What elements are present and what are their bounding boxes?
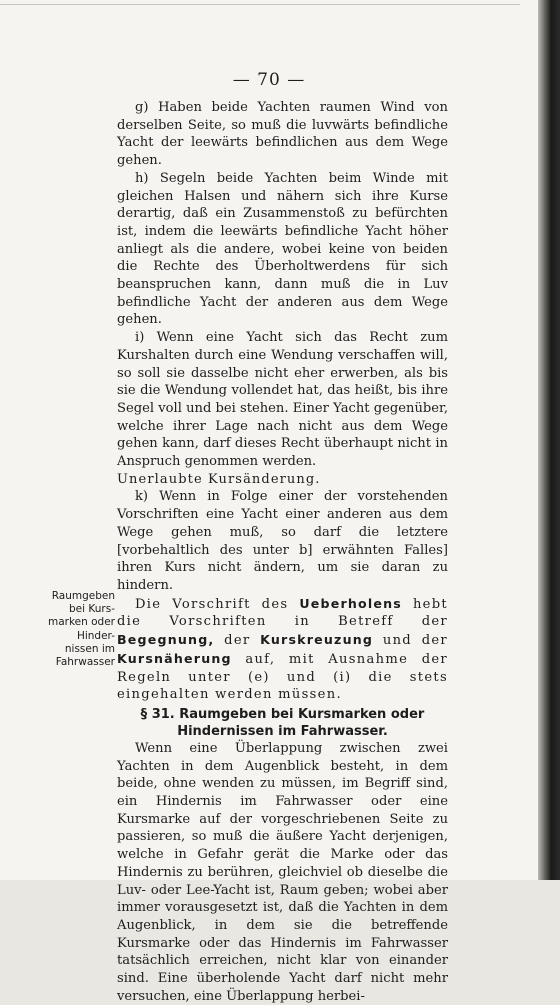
margin-note-line: Hinder- [76, 629, 115, 642]
rule-term-kurskreuzung: Kurskreuzung [260, 632, 374, 648]
paragraph-k: k) Wenn in Folge einer der vorstehenden Vorschriften eine Yacht einer anderen aus dem Wege gehen muß, so darf die letztere [vorbehaltlich des unter b] erwähnten Falles] ihren Kurs nicht ändern, um sie daran zu hindern. [117, 489, 448, 593]
subheading-unerlaubte-kursaenderung: Unerlaubte Kursänderung. [117, 471, 321, 487]
section-heading-line-2: Hindernissen im Fahrwasser. [177, 723, 388, 739]
rule-text-1: Die Vorschrift des [135, 596, 300, 612]
paragraph-section-31: Wenn eine Überlappung zwischen zwei Yachten in dem Augenblick besteht, in dem beide, ohne wenden zu müssen, im Begriff sind, ein Hindernis im Fahrwasser oder eine Kursmarke auf der vorgeschriebenen Seite zu passieren, so muß die äußere Yacht derjenigen, welche in Gefahr gerät die Marke oder das Hindernis zu berühren, gleichviel ob dieselbe die Luv- oder Lee-Yacht ist, Raum geben; wobei aber immer vorausgesetzt ist, daß die Yachten in dem Augenblick, in dem sie die betreffende Kursmarke oder das Hindernis im Fahrwasser tatsächlich erreichen, nicht klar von einander sind. Eine überholende Yacht darf nicht mehr versuchen, eine Überlappung herbei- [117, 740, 448, 1004]
rule-text-3: der [214, 633, 261, 649]
page-number: — 70 — [232, 70, 306, 90]
page-body [117, 99, 448, 1005]
paragraph-h: h) Segeln beide Yachten beim Winde mit gleichen Halsen und nähern sich ihre Kurse derartig, daß ein Zusammenstoß zu befürchten ist, indem die leewärts befindliche Yacht höher anliegt als die andere, wobei keine von beiden die Rechte des Überholtwerdens für sich beanspruchen kann, dann muß die in Luv befindliche Yacht der anderen aus dem Wege gehen. [117, 170, 448, 328]
margin-note [33, 590, 115, 669]
book-gutter-shadow [538, 0, 560, 880]
margin-note-line: nissen im [64, 642, 115, 655]
rule-term-begegnung: Begegnung, [117, 632, 215, 648]
rule-text-5: auf, mit Ausnahme der Regeln unter (e) und (i) die stets eingehalten werden müssen. [117, 651, 448, 703]
paragraph-i: i) Wenn eine Yacht sich das Recht zum Kurshalten durch eine Wendung verschaffen will, so soll sie dasselbe nicht eher erwerben, als bis sie die Wendung vollendet hat, das heißt, bis ihre Segel voll und bei stehen. Einer Yacht gegenüber, welche ihrer Lage nach nicht aus dem Wege gehen kann, darf dieses Recht überhaupt nicht in Anspruch genommen werden. [117, 330, 448, 470]
rule-text-2: hebt die Vorschriften in Betreff der [117, 596, 448, 630]
rule-term-kursnaeherung: Kursnäherung [117, 650, 232, 666]
margin-note-line: bei Kurs- [69, 603, 115, 616]
page-top-edge [0, 4, 520, 5]
paragraph-g: g) Haben beide Yachten raumen Wind von derselben Seite, so muß die luvwärts befindliche Yacht der leewärts befindlichen aus dem Wege gehen. [117, 100, 448, 169]
margin-note-line: Fahrwasser [55, 656, 115, 669]
section-heading-31 [117, 706, 448, 740]
rule-term-ueberholens: Ueberholens [299, 595, 403, 611]
rule-paragraph [117, 595, 448, 704]
margin-note-line: marken oder [47, 616, 115, 629]
section-heading-line-1: § 31. Raumgeben bei Kursmarken oder [140, 706, 425, 722]
margin-note-line: Raumgeben [51, 590, 115, 602]
rule-text-4: und der [373, 633, 448, 649]
